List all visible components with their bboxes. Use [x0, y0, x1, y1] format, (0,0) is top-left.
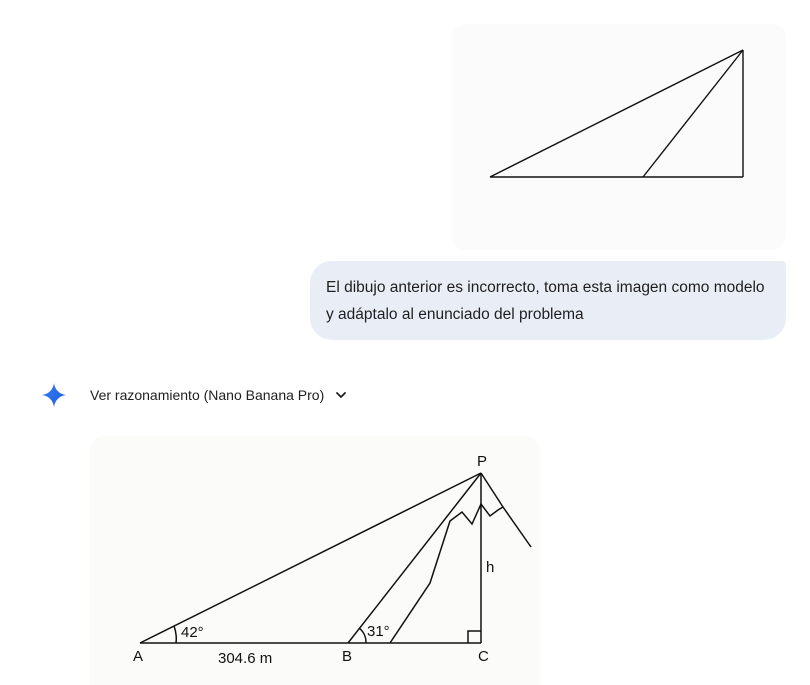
label-h: h: [486, 559, 495, 576]
angle-label-a: 42°: [181, 624, 204, 641]
right-angle-marker: [468, 631, 481, 643]
gemini-spark-icon: [40, 381, 68, 409]
distance-label-ab: 304.6 m: [218, 650, 273, 667]
angle-arc-b: [359, 628, 366, 643]
label-a: A: [133, 648, 144, 665]
user-message-text: El dibujo anterior es incorrecto, toma esta imagen como modelo y adáptalo al enunciado del problema: [326, 279, 765, 323]
label-c: C: [478, 648, 489, 665]
reasoning-label: Ver razonamiento (Nano Banana Pro): [90, 387, 325, 403]
mountain-right-slope: [481, 473, 503, 507]
sketch-inner-line: [643, 50, 743, 177]
user-message-bubble: [310, 261, 786, 340]
show-reasoning-button[interactable]: [90, 383, 348, 407]
triangle-diagram: [90, 436, 539, 685]
mountain-outline: [390, 504, 531, 643]
label-p: P: [477, 453, 488, 470]
triangle-sketch: [452, 24, 786, 250]
assistant-avatar: [40, 380, 68, 410]
label-b: B: [342, 648, 353, 665]
diagram-line-ap: [140, 473, 481, 643]
user-uploaded-image[interactable]: [452, 24, 786, 250]
angle-label-b: 31°: [367, 623, 390, 640]
angle-arc-a: [174, 626, 176, 643]
chevron-down-icon: [334, 388, 348, 402]
sketch-hypotenuse-line: [490, 50, 743, 177]
diagram-line-bp: [348, 473, 481, 643]
generated-diagram-image[interactable]: [90, 436, 539, 685]
